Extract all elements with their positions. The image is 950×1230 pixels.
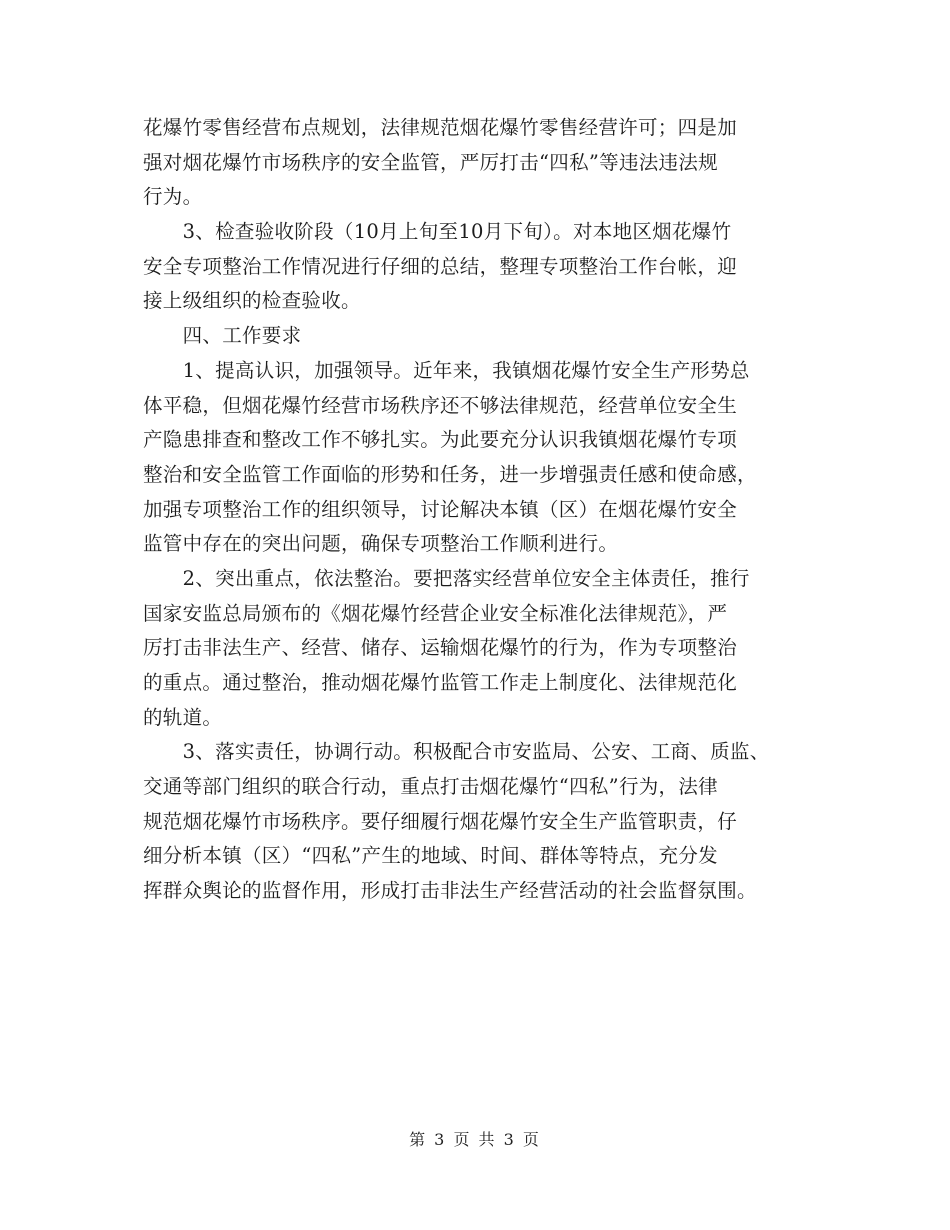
text-line: 体平稳，但烟花爆竹经营市场秩序还不够法律规范，经营单位安全生 bbox=[143, 393, 738, 417]
text-line: 整治和安全监管工作面临的形势和任务，进一步增强责任感和使命感， bbox=[143, 462, 757, 486]
text-line: 交通等部门组织的联合行动，重点打击烟花爆竹“四私”行为，法律 bbox=[143, 775, 718, 799]
text-line: 1、提高认识，加强领导。近年来，我镇烟花爆竹安全生产形势总 bbox=[143, 358, 750, 382]
text-line: 安全专项整治工作情况进行仔细的总结，整理专项整治工作台帐，迎 bbox=[143, 254, 738, 278]
text-line: 的重点。通过整治，推动烟花爆竹监管工作走上制度化、法律规范化 bbox=[143, 671, 738, 694]
text-line: 规范烟花爆竹市场秩序。要仔细履行烟花爆竹安全生产监管职责，仔 bbox=[143, 809, 738, 833]
text-line: 厉打击非法生产、经营、储存、运输烟花爆竹的行为，作为专项整治 bbox=[143, 636, 738, 660]
text-line: 接上级组织的检查验收。 bbox=[143, 289, 361, 313]
text-line: 产隐患排查和整改工作不够扎实。为此要充分认识我镇烟花爆竹专项 bbox=[143, 428, 738, 452]
text-line: 3、检查验收阶段（10月上旬至10月下旬）。对本地区烟花爆竹 bbox=[143, 220, 732, 244]
text-line: 3、落实责任，协调行动。积极配合市安监局、公安、工商、质监、 bbox=[143, 740, 770, 764]
text-line: 国家安监总局颁布的《烟花爆竹经营企业安全标准化法律规范》，严 bbox=[143, 601, 728, 625]
text-line: 花爆竹零售经营布点规划，法律规范烟花爆竹零售经营许可；四是加 bbox=[143, 116, 738, 139]
text-line: 挥群众舆论的监督作用，形成打击非法生产经营活动的社会监督氛围。 bbox=[143, 879, 757, 903]
text-line: 加强专项整治工作的组织领导，讨论解决本镇（区）在烟花爆竹安全 bbox=[143, 497, 738, 521]
page-footer: 第 3 页 共 3 页 bbox=[409, 1130, 541, 1149]
text-line: 的轨道。 bbox=[143, 705, 223, 729]
text-line: 行为。 bbox=[143, 185, 203, 209]
text-line: 2、突出重点，依法整治。要把落实经营单位安全主体责任，推行 bbox=[143, 566, 750, 590]
text-line: 监管中存在的突出问题，确保专项整治工作顺利进行。 bbox=[143, 532, 619, 556]
section-heading: 四、工作要求 bbox=[143, 324, 302, 348]
text-line: 强对烟花爆竹市场秩序的安全监管，严厉打击“四私”等违法违法规 bbox=[143, 150, 718, 174]
document-body bbox=[143, 111, 823, 909]
text-line: 细分析本镇（区）“四私”产生的地域、时间、群体等特点，充分发 bbox=[143, 844, 718, 868]
